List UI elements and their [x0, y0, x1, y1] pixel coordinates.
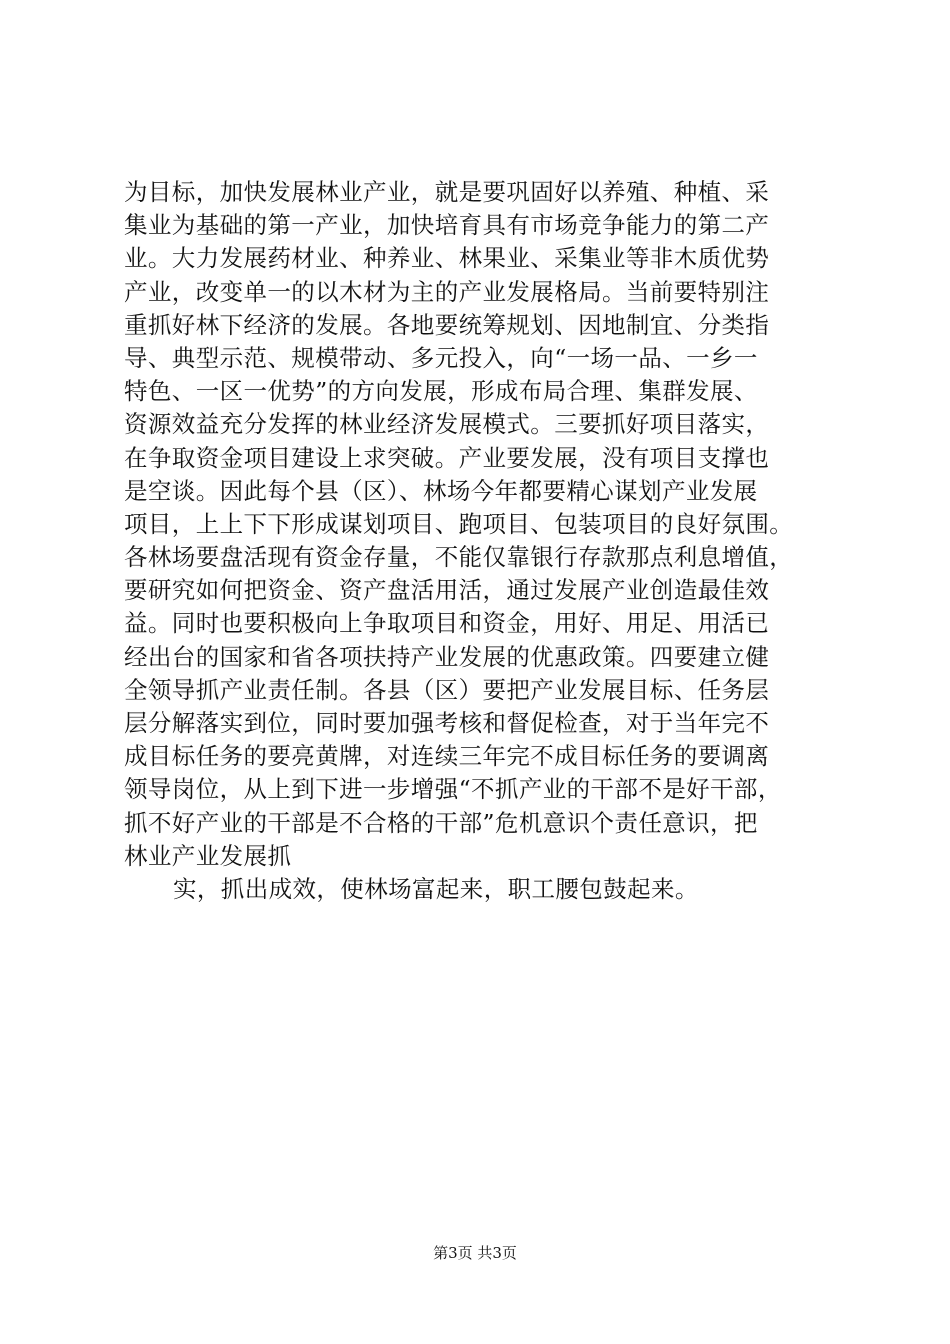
text-line: 是空谈。因此每个县（区）、林场今年都要精心谋划产业发展 — [124, 476, 758, 505]
text-line: 各林场要盘活现有资金存量，不能仅靠银行存款那点利息增值， — [124, 543, 794, 572]
text-line: 林业产业发展抓 — [124, 841, 292, 870]
text-line: 抓不好产业的干部是不合格的干部”危机意识个责任意识，把 — [124, 808, 758, 837]
text-line: 导、典型示范、规模带动、多元投入，向“一场一品、一乡一 — [124, 343, 758, 372]
text-line: 成目标任务的要亮黄牌，对连续三年完不成目标任务的要调离 — [124, 742, 770, 771]
page-number-footer: 第3页 共3页 — [433, 1244, 517, 1262]
text-line: 层分解落实到位，同时要加强考核和督促检查，对于当年完不 — [124, 709, 770, 737]
text-line: 集业为基础的第一产业，加快培育具有市场竞争能力的第二产 — [124, 211, 770, 240]
text-line: 在争取资金项目建设上求突破。产业要发展，没有项目支撑也 — [124, 443, 770, 472]
text-line: 业。大力发展药材业、种养业、林果业、采集业等非木质优势 — [124, 244, 770, 273]
text-line: 领导岗位，从上到下进一步增强“不抓产业的干部不是好干部， — [124, 775, 782, 804]
text-line: 特色、一区一优势”的方向发展，形成布局合理、集群发展、 — [124, 377, 758, 406]
text-line: 项目，上上下下形成谋划项目、跑项目、包装项目的良好氛围。 — [124, 509, 794, 538]
text-line: 资源效益充分发挥的林业经济发展模式。三要抓好项目落实， — [124, 410, 770, 439]
text-line: 为目标，加快发展林业产业，就是要巩固好以养殖、种植、采 — [124, 178, 770, 206]
text-line: 重抓好林下经济的发展。各地要统筹规划、因地制宜、分类指 — [124, 310, 770, 339]
text-line: 产业，改变单一的以木材为主的产业发展格局。当前要特别注 — [124, 277, 770, 306]
text-line: 要研究如何把资金、资产盘活用活，通过发展产业创造最佳效 — [124, 576, 770, 605]
text-line: 益。同时也要积极向上争取项目和资金，用好、用足、用活已 — [124, 609, 770, 638]
text-line: 经出台的国家和省各项扶持产业发展的优惠政策。四要建立健 — [124, 642, 770, 671]
final-paragraph: 实，抓出成效，使林场富起来，职工腰包鼓起来。 — [173, 874, 699, 903]
body-text — [124, 176, 844, 906]
text-line: 全领导抓产业责任制。各县（区）要把产业发展目标、任务层 — [124, 675, 770, 704]
